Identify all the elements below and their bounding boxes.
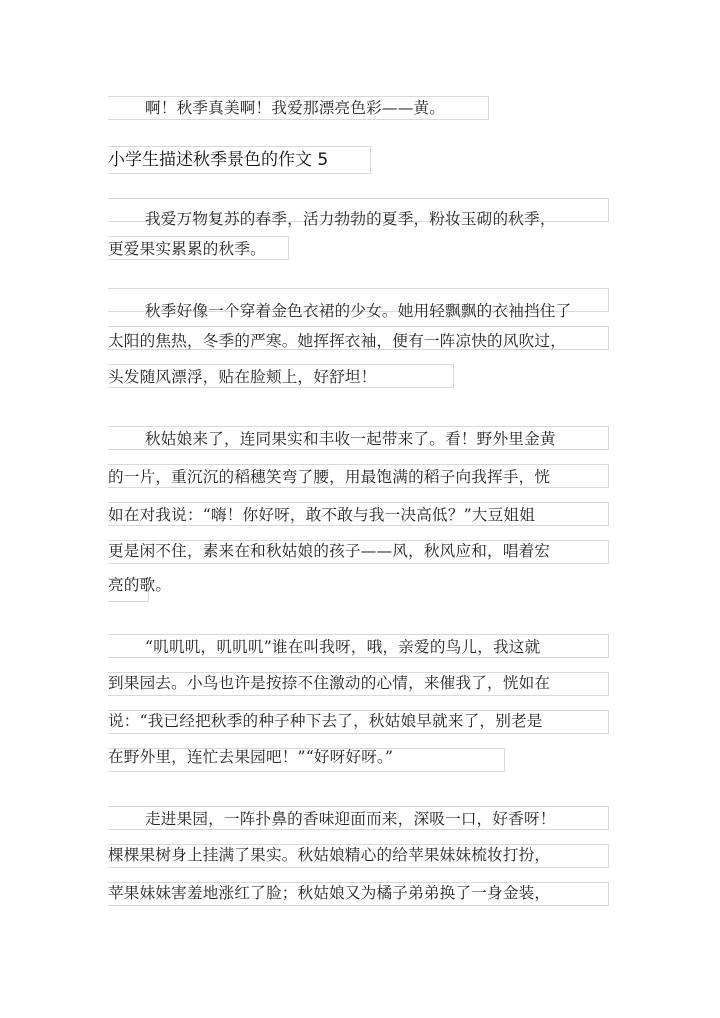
paragraph-line: 秋姑娘来了，连同果实和丰收一起带来了。看！野外里金黄 [145, 430, 556, 448]
paragraph-line: 秋季好像一个穿着金色衣裙的少女。她用轻飘飘的衣袖挡住了 [145, 302, 572, 320]
paragraph-line: 苹果妹妹害羞地涨红了脸；秋姑娘又为橘子弟弟换了一身金装， [108, 884, 551, 902]
paragraph-line: 到果园去。小鸟也许是按捺不住激动的心情，来催我了，恍如在 [108, 674, 551, 692]
paragraph-line: 如在对我说：“嗨！你好呀，敢不敢与我一决高低？”大豆姐姐 [108, 506, 535, 524]
essay-heading: 小学生描述秋季景色的作文 5 [108, 150, 329, 170]
paragraph-line: 更爱果实累累的秋季。 [108, 240, 266, 258]
paragraph-line: 头发随风漂浮，贴在脸颊上，好舒坦！ [108, 368, 377, 386]
paragraph-line: 更是闲不住，素来在和秋姑娘的孩子——风，秋风应和，唱着宏 [108, 542, 551, 560]
paragraph-line: 太阳的焦热，冬季的严寒。她挥挥衣袖，便有一阵凉快的风吹过， [108, 332, 567, 350]
paragraph-line: “叽叽叽，叽叽叽”谁在叫我呀，哦，亲爱的鸟儿，我这就 [145, 638, 541, 656]
paragraph-line: 说：“我已经把秋季的种子种下去了，秋姑娘早就来了，别老是 [108, 712, 543, 730]
paragraph-line: 我爱万物复苏的春季，活力勃勃的夏季，粉妆玉砌的秋季， [145, 210, 556, 228]
intro-line: 啊！秋季真美啊！我爱那漂亮色彩——黄。 [145, 99, 446, 117]
paragraph-line: 亮的歌。 [108, 576, 172, 594]
paragraph-line: 棵棵果树身上挂满了果实。秋姑娘精心的给苹果妹妹梳妆打扮， [108, 846, 551, 864]
paragraph-line: 的一片，重沉沉的稻穗笑弯了腰，用最饱满的稻子向我挥手，恍 [108, 468, 551, 486]
paragraph-line: 在野外里，连忙去果园吧！”“好呀好呀。” [108, 748, 394, 766]
paragraph-line: 走进果园，一阵扑鼻的香味迎面而来，深吸一口，好香呀！ [145, 810, 556, 828]
